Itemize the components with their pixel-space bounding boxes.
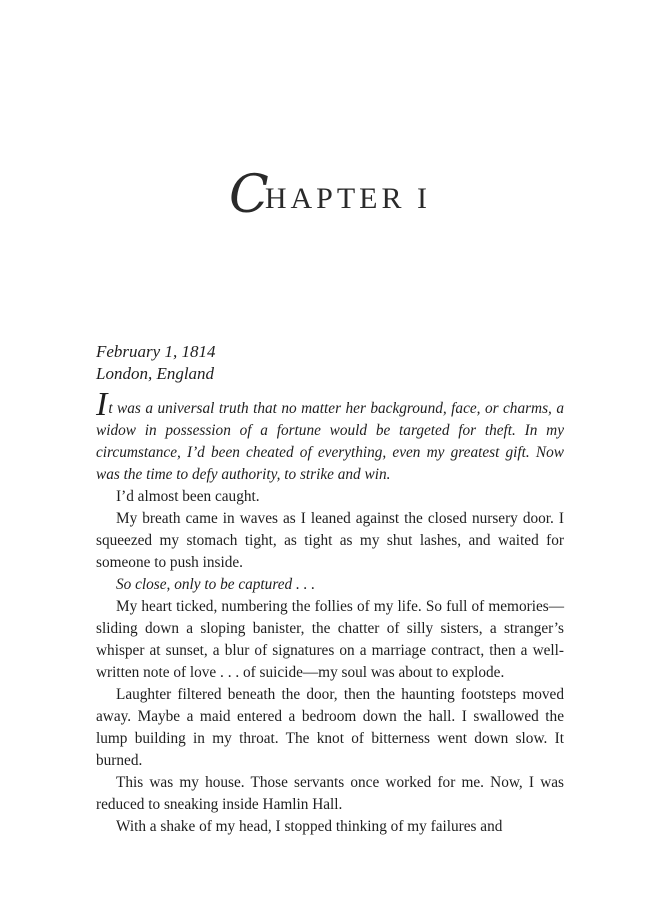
dateline-place: London, England [96, 364, 215, 383]
opening-paragraph [96, 386, 564, 486]
chapter-title [0, 165, 660, 225]
paragraph: My heart ticked, numbering the follies of my life. So full of memories—sliding down a sloping banister, the chatter of silly sisters, a stranger’s whisper at sunset, a blur of signatures on a marriage contract, then a well-written note of love . . . of suicide—my soul was about to explode. [96, 598, 564, 681]
paragraph: With a shake of my head, I stopped thinking of my failures and [116, 818, 503, 835]
dateline-date: February 1, 1814 [96, 342, 216, 361]
chapter-title-rest: HAPTER I [264, 182, 431, 215]
paragraph: Laughter filtered beneath the door, then the haunting footsteps moved away. Maybe a maid entered a bedroom down the hall. I swallowed the lump building in my throat. The knot of bitterness went down slow. It burned. [96, 686, 564, 769]
opening-paragraph-text: t was a universal truth that no matter her background, face, or charms, a widow in possession of a fortune would be targeted for theft. In my circumstance, I’d been cheated of everything, even my greatest gift. Now was the time to defy authority, to strike and win. [96, 400, 564, 483]
chapter-title-initial: C [229, 165, 265, 225]
paragraph: My breath came in waves as I leaned against the closed nursery door. I squeezed my stomach tight, as tight as my shut lashes, and waited for someone to push inside. [96, 510, 564, 571]
dateline [96, 341, 215, 385]
paragraph: I’d almost been caught. [116, 488, 260, 505]
drop-cap: I [96, 386, 108, 423]
chapter-body [96, 386, 564, 838]
paragraph: This was my house. Those servants once worked for me. Now, I was reduced to sneaking inside Hamlin Hall. [96, 774, 564, 813]
italic-paragraph: So close, only to be captured . . . [116, 576, 316, 593]
